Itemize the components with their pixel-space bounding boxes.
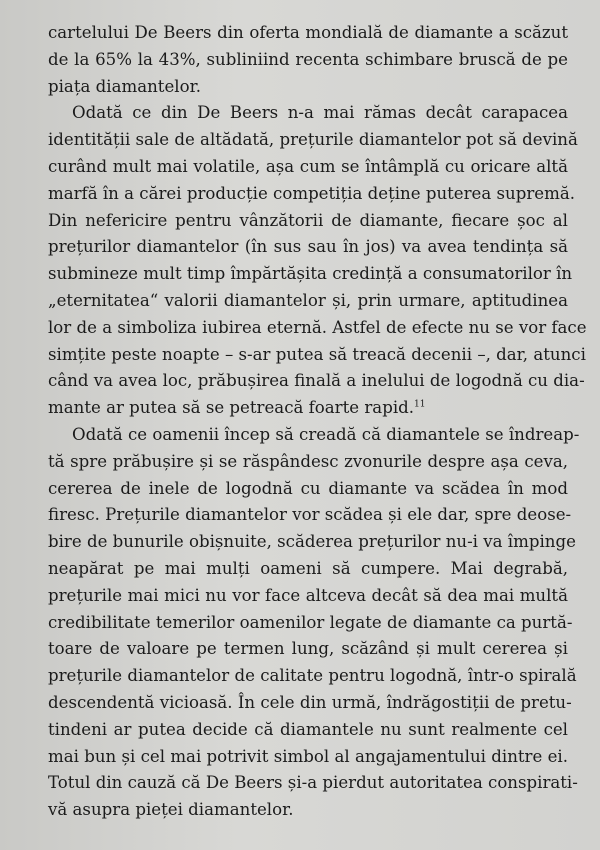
text-line-with-footnote xyxy=(48,395,568,422)
text-line: vă asupra pieței diamantelor. xyxy=(48,800,294,820)
text-line: curând mult mai volatile, așa cum se întâmplă cu oricare altă xyxy=(48,156,568,176)
text-line: mai bun și cel mai potrivit simbol al angajamentului dintre ei. xyxy=(48,746,568,766)
text-line: credibilitate temerilor oamenilor legate de diamante ca purtă- xyxy=(48,612,573,632)
text-line: bire de bunurile obișnuite, scăderea prețurilor nu-i va împinge xyxy=(48,532,576,552)
text-line: descendentă vicioasă. În cele din urmă, îndrăgostiții de pretu- xyxy=(48,692,572,712)
text-line: tindeni ar putea decide că diamantele nu sunt realmente cel xyxy=(48,719,568,739)
text-line: „eternitatea“ valorii diamantelor și, prin urmare, aptitudinea xyxy=(48,290,568,310)
text-line: toare de valoare pe termen lung, scăzând și mult cererea și xyxy=(48,639,568,659)
footnote-marker: 11 xyxy=(414,399,426,410)
text-line: Totul din cauză că De Beers și-a pierdut autoritatea conspirati- xyxy=(48,773,578,793)
text-line: simțite peste noapte – s-ar putea să treacă decenii –, dar, atunci xyxy=(48,344,586,364)
text-line: identității sale de altădată, prețurile diamantelor pot să devină xyxy=(48,130,578,150)
text-line: Odată ce din De Beers n-a mai rămas decât carapacea xyxy=(72,103,568,123)
text-line: marfă în a cărei producție competiția deține puterea supremă. xyxy=(48,183,576,203)
text-line: Din nefericire pentru vânzătorii de diamante, fiecare șoc al xyxy=(48,210,568,230)
text-line: prețurile mai mici nu vor face altceva decât să dea mai multă xyxy=(48,585,568,605)
text-line: tă spre prăbușire și se răspândesc zvonurile despre așa ceva, xyxy=(48,451,568,471)
text-line: neapărat pe mai mulți oameni să cumpere. Mai degrabă, xyxy=(48,558,568,578)
text-line: prețurile diamantelor de calitate pentru logodnă, într-o spirală xyxy=(48,666,577,686)
text-line: cererea de inele de logodnă cu diamante va scădea în mod xyxy=(48,478,568,498)
text-line: Odată ce oamenii încep să creadă că diamantele se îndreap- xyxy=(72,424,580,444)
text-line: piața diamantelor. xyxy=(48,76,201,96)
text-line: prețurilor diamantelor (în sus sau în jos) va avea tendința să xyxy=(48,237,568,257)
text-line: când va avea loc, prăbușirea finală a inelului de logodnă cu dia- xyxy=(48,371,585,391)
body-text xyxy=(48,20,587,824)
text-line: lor de a simboliza iubirea eternă. Astfel de efecte nu se vor face xyxy=(48,317,587,337)
text-line: de la 65% la 43%, subliniind recenta schimbare bruscă de pe xyxy=(48,49,568,69)
text-line: submineze mult timp împărtășita credință a consumatorilor în xyxy=(48,264,573,284)
text-line: cartelului De Beers din oferta mondială de diamante a scăzut xyxy=(48,23,568,42)
text-line-content: mante ar putea să se petreacă foarte rapid. xyxy=(48,398,415,418)
text-line: firesc. Prețurile diamantelor vor scădea și ele dar, spre deose- xyxy=(48,505,572,525)
